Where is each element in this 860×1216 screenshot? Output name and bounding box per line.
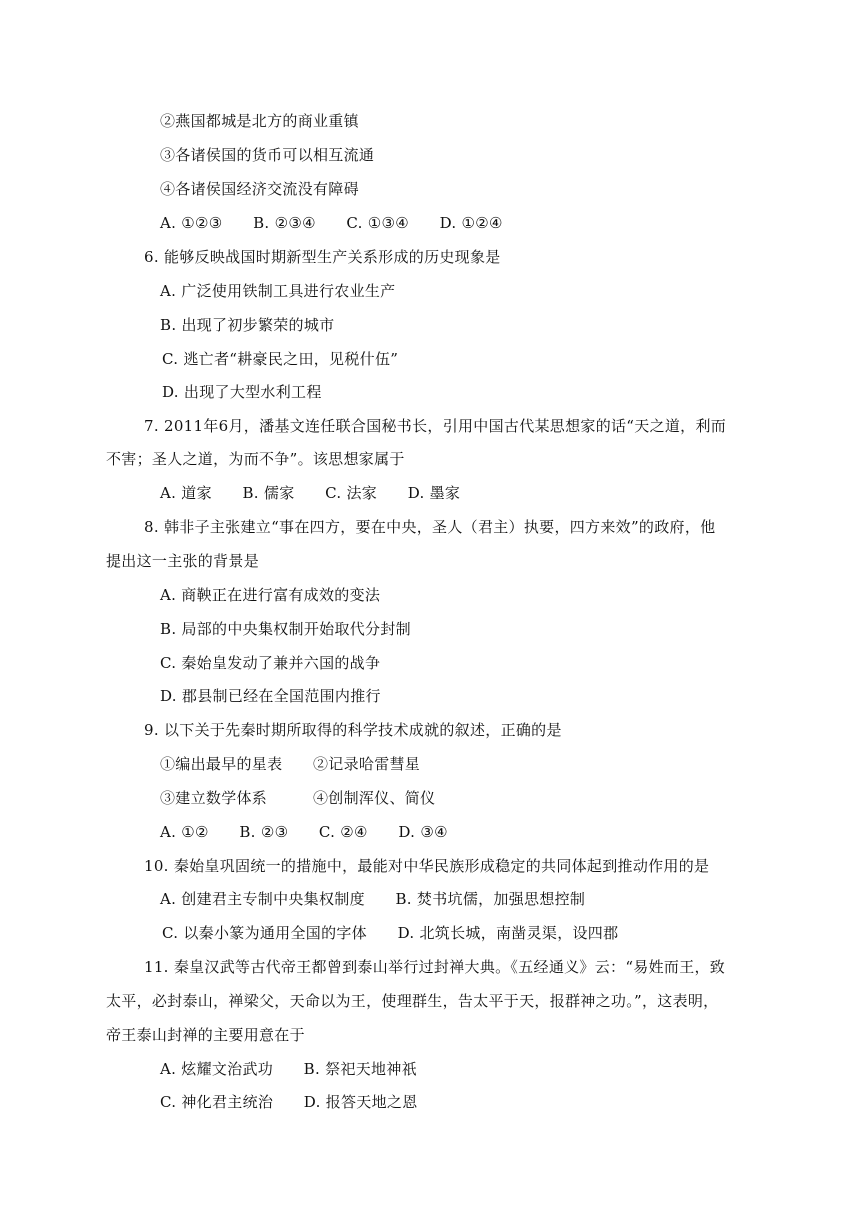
q6-option-a: A. 广泛使用铁制工具进行农业生产 [160, 282, 396, 300]
q11-options-cd: C. 神化君主统治 D. 报答天地之恩 [160, 1093, 418, 1111]
q10-options-ab: A. 创建君主专制中央集权制度 B. 焚书坑儒，加强思想控制 [160, 890, 586, 908]
q8-option-b: B. 局部的中央集权制开始取代分封制 [160, 620, 411, 638]
question-11-stem: 11. 秦皇汉武等古代帝王都曾到泰山举行过封禅大典。《五经通义》云：“易姓而王，致 [144, 958, 726, 976]
question-7-stem-cont: 不害；圣人之道，为而不争”。该思想家属于 [106, 450, 405, 468]
question-8-stem-cont: 提出这一主张的背景是 [106, 552, 260, 570]
option-line-4: ④各诸侯国经济交流没有障碍 [160, 180, 359, 198]
question-6-stem: 6. 能够反映战国时期新型生产关系形成的历史现象是 [144, 248, 501, 266]
q5-answer-choices: A. ①②③ B. ②③④ C. ①③④ D. ①②④ [160, 214, 503, 232]
q11-options-ab: A. 炫耀文治武功 B. 祭祀天地神祇 [160, 1060, 417, 1078]
q9-answer-choices: A. ①② B. ②③ C. ②④ D. ③④ [160, 823, 448, 841]
q8-option-a: A. 商鞅正在进行富有成效的变法 [160, 586, 381, 604]
question-8-stem: 8. 韩非子主张建立“事在四方，要在中央，圣人（君主）执要，四方来效”的政府，他 [144, 518, 716, 536]
q8-option-d: D. 郡县制已经在全国范围内推行 [160, 687, 381, 705]
question-10-stem: 10. 秦始皇巩固统一的措施中，最能对中华民族形成稳定的共同体起到推动作用的是 [144, 857, 710, 875]
option-line-3: ③各诸侯国的货币可以相互流通 [160, 146, 375, 164]
q9-item-row-2: ③建立数学体系 ④创制浑仪、简仪 [160, 789, 436, 807]
q7-answer-choices: A. 道家 B. 儒家 C. 法家 D. 墨家 [160, 484, 461, 502]
q6-option-b: B. 出现了初步繁荣的城市 [160, 316, 335, 334]
question-11-stem-cont-1: 太平，必封泰山，禅梁父，天命以为王，使理群生，告太平于天，报群神之功。”，这表明， [106, 992, 719, 1010]
option-line-2: ②燕国都城是北方的商业重镇 [160, 112, 359, 130]
q9-item-row-1: ①编出最早的星表 ②记录哈雷彗星 [160, 755, 421, 773]
q6-option-d: D. 出现了大型水利工程 [162, 383, 322, 401]
q6-option-c: C. 逃亡者“耕豪民之田，见税什伍” [162, 350, 399, 368]
q10-options-cd: C. 以秦小篆为通用全国的字体 D. 北筑长城，南凿灵渠，设四郡 [162, 924, 619, 942]
question-9-stem: 9. 以下关于先秦时期所取得的科学技术成就的叙述，正确的是 [144, 721, 562, 739]
q8-option-c: C. 秦始皇发动了兼并六国的战争 [160, 654, 381, 672]
question-11-stem-cont-2: 帝王泰山封禅的主要用意在于 [106, 1026, 305, 1044]
question-7-stem: 7. 2011年6月，潘基文连任联合国秘书长，引用中国古代某思想家的话“天之道，利而 [144, 417, 727, 435]
